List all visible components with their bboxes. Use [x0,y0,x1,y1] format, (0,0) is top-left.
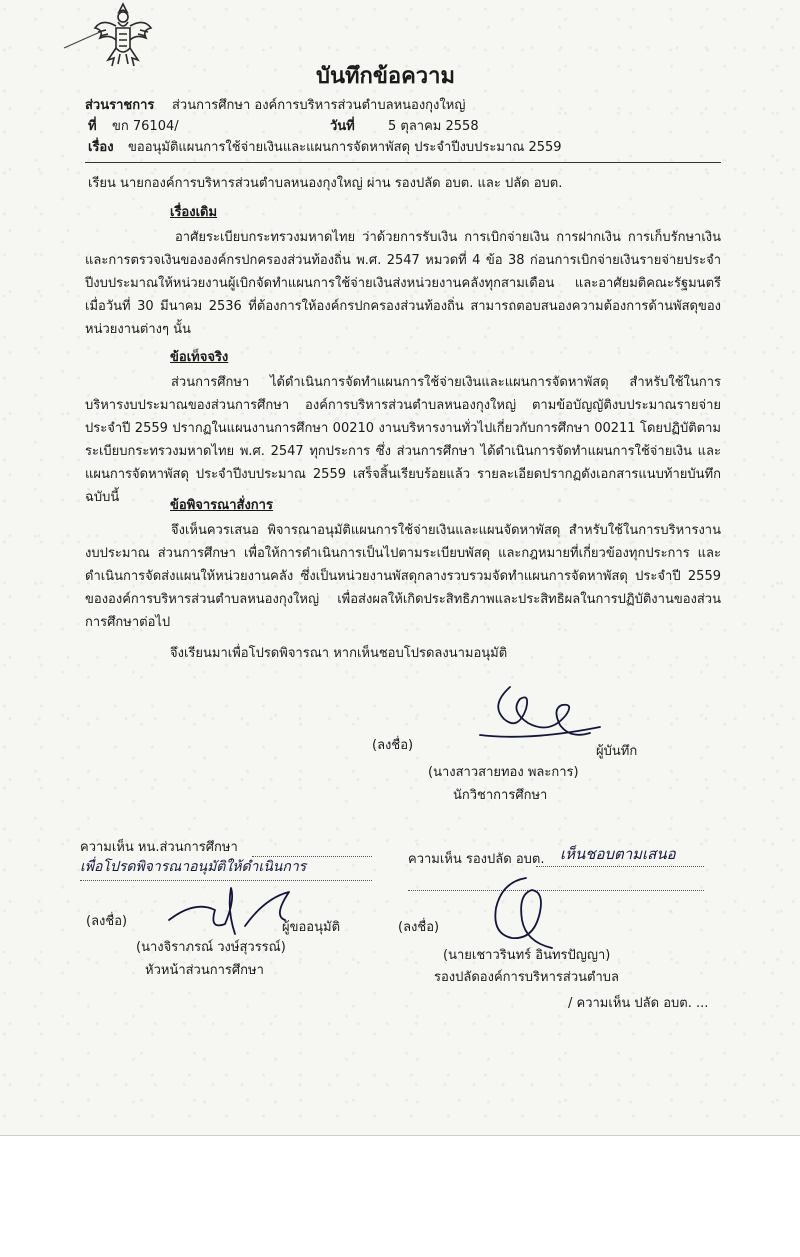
head-role: ผู้ขออนุมัติ [282,920,341,935]
head-opinion-handwriting: เพื่อโปรดพิจารณาอนุมัติให้ดำเนินการ [80,859,307,875]
section-heading-background: เรื่องเดิม [170,205,218,220]
head-sign-label: (ลงชื่อ) [86,914,128,929]
writer-name: (นางสาวสายทอง พละการ) [428,765,579,780]
head-name: (นางจิราภรณ์ วงษ์สุวรรณ์) [136,940,286,955]
writer-signature-icon [470,675,610,745]
ref-label: ที่ [88,119,97,134]
memo-title: บันทึกข้อความ [316,64,456,89]
agency-value: ส่วนการศึกษา องค์การบริหารส่วนตำบลหนองกุงใหญ่ [172,98,466,113]
date-label: วันที่ [330,119,355,134]
deputy-signature-icon [482,872,572,952]
writer-sign-label: (ลงชื่อ) [372,738,414,753]
deputy-opinion-handwriting: เห็นชอบตามเสนอ [560,845,676,863]
continuation-note: / ความเห็น ปลัด อบต. ... [568,996,709,1011]
deputy-sign-label: (ลงชื่อ) [398,920,440,935]
salutation: เรียน นายกองค์การบริหารส่วนตำบลหนองกุงใหญ่ ผ่าน รองปลัด อบต. และ ปลัด อบต. [88,176,563,191]
section-heading-consideration: ข้อพิจารณาสั่งการ [170,498,273,513]
pen-mark-icon [62,28,102,50]
writer-role: ผู้บันทึก [596,744,638,759]
section-text-background: อาศัยระเบียบกระทรวงมหาดไทย ว่าด้วยการรับเงิน การเบิกจ่ายเงิน การฝากเงิน การเก็บรักษาเงินและการตรวจเงินขององค์กรปกครองส่วนท้องถิ่น พ.ศ. 2547 หมวดที่ 4 ข้อ 38 ก่อนการเบิกจ่ายเงินรายจ่ายประจำปีงบประมาณให้หน่วยงานผู้เบิกจัดทำแผนการใช้จ่ายเงินส่งหน่วยงานคลังทุกสามเดือน และอาศัยมติคณะรัฐมนตรีเมื่อวันที่ 30 มีนาคม 2536 ที่ต้องการให้องค์กรปกครองส่วนท้องถิ่น สามารถตอบสนองความต้องการด้านพัสดุของหน่วยงานต่างๆ นั้น [85,230,721,337]
deputy-opinion-label: ความเห็น รองปลัด อบต. [408,852,545,867]
section-heading-facts: ข้อเท็จจริง [170,350,229,365]
header-divider [85,162,721,163]
deputy-position: รองปลัดองค์การบริหารส่วนตำบล [434,970,619,985]
subject-label: เรื่อง [88,140,114,155]
section-text-facts: ส่วนการศึกษา ได้ดำเนินการจัดทำแผนการใช้จ่ายเงินและแผนการจัดหาพัสดุ สำหรับใช้ในการบริหารงบประมาณของส่วนการศึกษา องค์การบริหารส่วนตำบลหนองกุงใหญ่ ตามข้อบัญญัติงบประมาณรายจ่ายประจำปี 2559 ปรากฏในแผนงานการศึกษา 00210 งานบริหารงานทั่วไปเกี่ยวกับการศึกษา 00211 โดยปฏิบัติตามระเบียบกระทรวงมหาดไทย พ.ศ. 2547 ทุกประการ ซึ่ง ส่วนการศึกษา ได้ดำเนินการจัดทำแผนการใช้จ่ายเงิน และแผนการจัดหาพัสดุ ประจำปีงบประมาณ 2559 เสร็จสิ้นเรียบร้อยแล้ว รายละเอียดปรากฏดังเอกสารแนบท้ายบันทึกฉบับนี้ [85,375,721,505]
date-value: 5 ตุลาคม 2558 [388,119,479,134]
head-opinion-label: ความเห็น หน.ส่วนการศึกษา [80,840,238,855]
subject-value: ขออนุมัติแผนการใช้จ่ายเงินและแผนการจัดหาพัสดุ ประจำปีงบประมาณ 2559 [128,140,562,155]
agency-label: ส่วนราชการ [85,98,155,113]
ref-value: ขก 76104/ [112,119,179,134]
section-text-consideration: จึงเห็นควรเสนอ พิจารณาอนุมัติแผนการใช้จ่ายเงินและแผนจัดหาพัสดุ สำหรับใช้ในการบริหารงานงบประมาณ ส่วนการศึกษา เพื่อให้การดำเนินการเป็นไปตามระเบียบพัสดุ และกฎหมายที่เกี่ยวข้องทุกประการ และดำเนินการจัดส่งแผนให้หน่วยงานคลัง ซึ่งเป็นหน่วยงานพัสดุกลางรวบรวมจัดทำแผนการจัดหาพัสดุ ประจำปี 2559 ขององค์การบริหารส่วนตำบลหนองกุงใหญ่ เพื่อส่งผลให้เกิดประสิทธิภาพและประสิทธิผลในการปฏิบัติงานของส่วนการศึกษาต่อไป [85,523,721,630]
deputy-name: (นายเชาวรินทร์ อินทรปัญญา) [443,948,611,963]
head-position: หัวหน้าส่วนการศึกษา [145,963,264,978]
closing-sentence: จึงเรียนมาเพื่อโปรดพิจารณา หากเห็นชอบโปรดลงนามอนุมัติ [170,646,508,661]
writer-position: นักวิชาการศึกษา [453,788,548,803]
